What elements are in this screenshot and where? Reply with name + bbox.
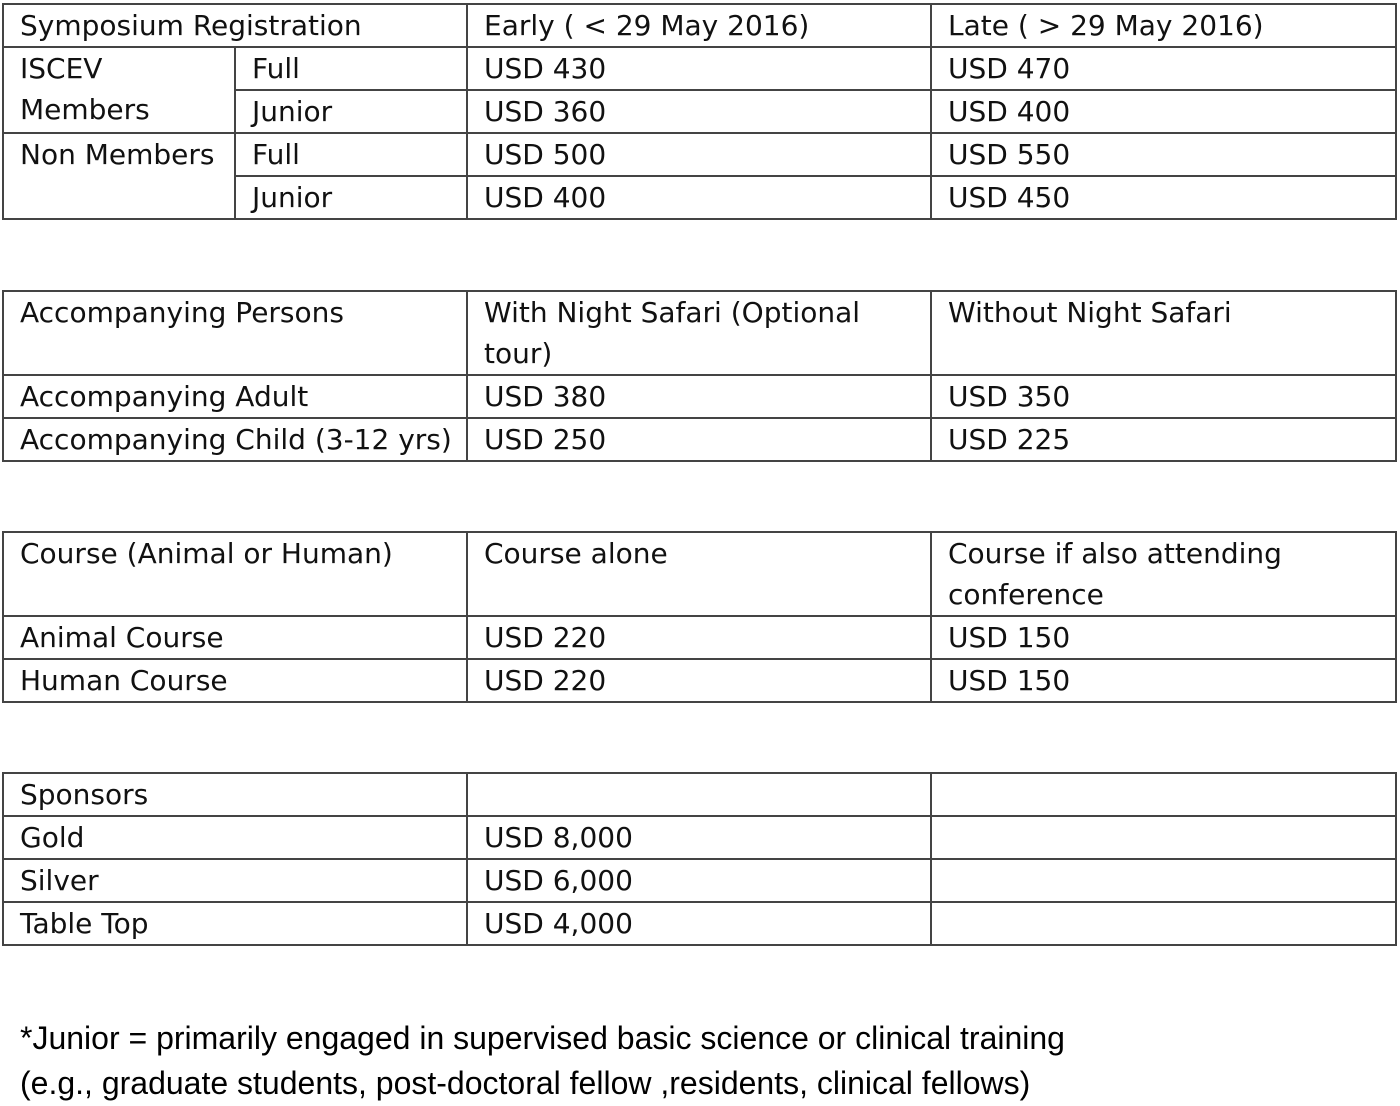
early-price: USD 400	[467, 176, 931, 219]
early-price: USD 430	[467, 47, 931, 90]
sponsors-table	[2, 772, 1397, 946]
course-alone-header: Course alone	[467, 532, 931, 616]
course-label: Animal Course	[3, 616, 467, 659]
registration-category-header: Symposium Registration	[3, 4, 467, 47]
late-header: Late ( > 29 May 2016)	[931, 4, 1396, 47]
member-type: Full	[235, 133, 467, 176]
course-category-header: Course (Animal or Human)	[3, 532, 467, 616]
iscev-members-label: ISCEV Members	[3, 47, 235, 133]
registration-table	[2, 3, 1397, 220]
footnote-line-1: *Junior = primarily engaged in supervised basic science or clinical training	[20, 1020, 1065, 1056]
sponsor-label: Gold	[3, 816, 467, 859]
empty-cell	[467, 773, 931, 816]
junior-footnote	[20, 1016, 1390, 1106]
sponsor-price: USD 6,000	[467, 859, 931, 902]
accompanying-label: Accompanying Adult	[3, 375, 467, 418]
sponsors-category-header: Sponsors	[3, 773, 467, 816]
table-row	[3, 47, 1396, 90]
course-table	[2, 531, 1397, 703]
table-row	[3, 659, 1396, 702]
late-price: USD 450	[931, 176, 1396, 219]
empty-cell	[931, 859, 1396, 902]
sponsor-label: Silver	[3, 859, 467, 902]
with-safari-header: With Night Safari (Optional tour)	[467, 291, 931, 375]
table-header-row	[3, 532, 1396, 616]
early-header: Early ( < 29 May 2016)	[467, 4, 931, 47]
course-alone-price: USD 220	[467, 659, 931, 702]
with-safari-price: USD 250	[467, 418, 931, 461]
without-safari-price: USD 225	[931, 418, 1396, 461]
course-label: Human Course	[3, 659, 467, 702]
table-row	[3, 816, 1396, 859]
with-safari-price: USD 380	[467, 375, 931, 418]
table-row	[3, 133, 1396, 176]
sponsor-price: USD 4,000	[467, 902, 931, 945]
early-price: USD 500	[467, 133, 931, 176]
course-with-conference-header: Course if also attending conference	[931, 532, 1396, 616]
table-row	[3, 418, 1396, 461]
footnote-line-2: (e.g., graduate students, post-doctoral fellow ,residents, clinical fellows)	[20, 1065, 1031, 1101]
accompanying-table	[2, 290, 1397, 462]
without-safari-price: USD 350	[931, 375, 1396, 418]
table-row	[3, 616, 1396, 659]
late-price: USD 400	[931, 90, 1396, 133]
member-type: Full	[235, 47, 467, 90]
accompanying-label: Accompanying Child (3-12 yrs)	[3, 418, 467, 461]
empty-cell	[931, 816, 1396, 859]
table-header-row	[3, 291, 1396, 375]
late-price: USD 470	[931, 47, 1396, 90]
sponsor-price: USD 8,000	[467, 816, 931, 859]
without-safari-header: Without Night Safari	[931, 291, 1396, 375]
accompanying-category-header: Accompanying Persons	[3, 291, 467, 375]
course-with-conference-price: USD 150	[931, 616, 1396, 659]
course-alone-price: USD 220	[467, 616, 931, 659]
empty-cell	[931, 902, 1396, 945]
table-header-row	[3, 4, 1396, 47]
non-members-label: Non Members	[3, 133, 235, 219]
course-with-conference-price: USD 150	[931, 659, 1396, 702]
early-price: USD 360	[467, 90, 931, 133]
sponsor-label: Table Top	[3, 902, 467, 945]
empty-cell	[931, 773, 1396, 816]
table-header-row	[3, 773, 1396, 816]
late-price: USD 550	[931, 133, 1396, 176]
member-type: Junior	[235, 176, 467, 219]
table-row	[3, 902, 1396, 945]
member-type: Junior	[235, 90, 467, 133]
table-row	[3, 859, 1396, 902]
table-row	[3, 375, 1396, 418]
